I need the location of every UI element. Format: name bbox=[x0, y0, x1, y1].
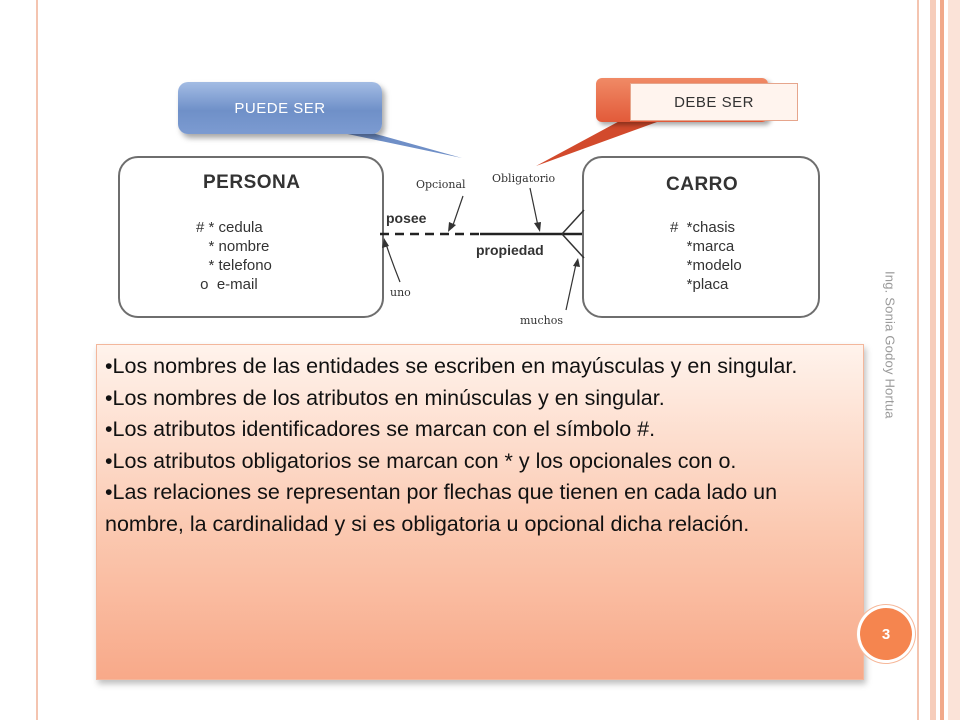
rule-item: •Los nombres de las entidades se escriben en mayúsculas y en singular. bbox=[105, 354, 798, 378]
right-border-band-2 bbox=[940, 0, 944, 720]
carro-attributes: # *chasis *marca *modelo *placa bbox=[670, 219, 742, 293]
muchos-arrowhead bbox=[573, 258, 580, 267]
left-border-line bbox=[36, 0, 38, 720]
propiedad-relation-label: propiedad bbox=[476, 242, 544, 258]
crows-foot-bottom bbox=[562, 234, 584, 258]
author-name: Ing. Sonia Godoy Hortua bbox=[882, 271, 898, 419]
rules-text-box bbox=[96, 344, 864, 680]
opcional-arrow bbox=[452, 196, 463, 228]
opcional-annotation: Opcional bbox=[416, 178, 466, 191]
obligatorio-arrowhead bbox=[534, 222, 541, 232]
debe-ser-callout bbox=[630, 83, 798, 121]
rule-item: •Los nombres de los atributos en minúsculas y en singular. bbox=[105, 385, 665, 410]
uno-annotation: uno bbox=[390, 286, 411, 299]
debe-ser-label: DEBE SER bbox=[674, 93, 754, 111]
uno-arrow bbox=[386, 244, 400, 282]
muchos-arrow bbox=[566, 264, 576, 310]
obligatorio-annotation: Obligatorio bbox=[492, 172, 556, 185]
puede-ser-label: PUEDE SER bbox=[234, 99, 326, 117]
posee-relation-label: posee bbox=[386, 210, 427, 226]
page-number-badge bbox=[860, 608, 912, 660]
opcional-arrowhead bbox=[448, 222, 456, 232]
carro-title: CARRO bbox=[666, 174, 739, 195]
page-number: 3 bbox=[881, 625, 891, 643]
right-border-band-3 bbox=[948, 0, 960, 720]
right-border-line bbox=[917, 0, 919, 720]
rule-item: •Los atributos identificadores se marcan con el símbolo #. bbox=[105, 417, 656, 441]
puede-ser-callout bbox=[178, 82, 382, 134]
rule-item: •Las relaciones se representan por flechas que tienen en cada lado un nombre, la cardinalidad y si es obligatoria u opcional dicha relación. bbox=[105, 480, 778, 536]
muchos-annotation: muchos bbox=[520, 314, 564, 327]
persona-title: PERSONA bbox=[203, 172, 301, 193]
rules-list bbox=[105, 351, 855, 540]
obligatorio-arrow bbox=[530, 188, 538, 226]
rule-item: •Los atributos obligatorios se marcan con * y los opcionales con o. bbox=[105, 448, 737, 473]
crows-foot-top bbox=[562, 210, 584, 234]
author-footer bbox=[870, 250, 910, 440]
persona-attributes: # * cedula * nombre * telefono o e-mail bbox=[196, 219, 272, 293]
right-border-band-1 bbox=[930, 0, 936, 720]
